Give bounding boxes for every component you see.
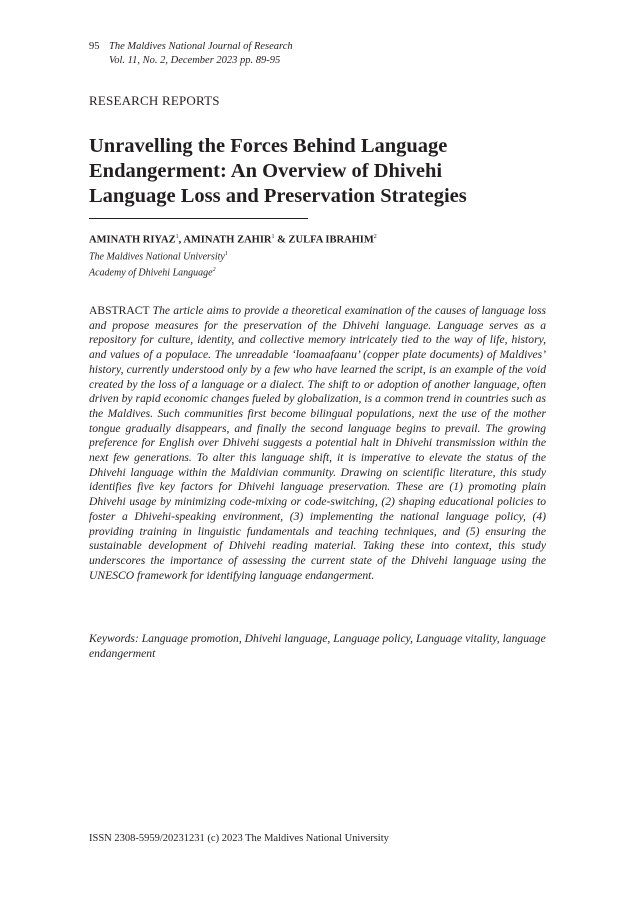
abstract — [89, 304, 546, 583]
title-divider — [89, 218, 308, 219]
affiliation — [89, 267, 216, 278]
affiliation-name: The Maldives National University — [89, 251, 225, 263]
author-affil-mark: 1 — [271, 234, 275, 240]
title-line-3: Language Loss and Preservation Strategies — [89, 185, 467, 207]
affiliation — [89, 251, 228, 262]
abstract-text: The article aims to provide a theoretical examination of the causes of language loss and propose measures for the preservation of the Dhivehi language. Language serves as a repository for culture, identity, and collective memory intricately tied to the way of life, history, and values of a populace. The unreadable ‘loamaafaanu’ (copper plate documents) of Maldives’ history, currently understood only by a few who have learned the script, is an example of the void created by the loss of a language or a dialect. The shift to or adoption of another language, often driven by rapid economic changes fueled by globalization, is a common trend in countries such as the Maldives. Such communities first become bilingual populations, next the use of the mother tongue gradually disappears, and finally the second language begins to prevail. The growing preference for English over Dhivehi suggests a potential halt in Dhivehi transmission within the next few generations. To alter this language shift, it is imperative to elevate the status of the Dhivehi language within the Maldivian community. Drawing on scientific literature, this study identifies five key factors for Dhivehi language preservation. These are (1) promoting plain Dhivehi usage by minimizing code-mixing or code-switching, (2) shaping educational policies to foster a Dhivehi-speaking environment, (3) implementing the national language policy, (4) providing training in linguistic fundamentals and teaching techniques, and (5) ensuring the sustainable development of Dhivehi reading material. Taking these into context, this study underscores the importance of assessing the current state of the Dhivehi language using the UNESCO framework for identifying language endangerment. — [89, 304, 546, 582]
author-affil-mark: 1 — [175, 234, 179, 240]
abstract-label: ABSTRACT — [89, 304, 150, 317]
keywords: Keywords: Language promotion, Dhivehi language, Language policy, Language vitality, language endangerment — [89, 632, 546, 660]
journal-volume: Vol. 11, No. 2, December 2023 pp. 89-95 — [109, 55, 281, 66]
journal-name: The Maldives National Journal of Research — [109, 41, 293, 52]
affiliation-mark: 2 — [212, 267, 216, 273]
section-label: RESEARCH REPORTS — [89, 93, 220, 108]
title-line-2: Endangerment: An Overview of Dhivehi — [89, 160, 443, 182]
author-name: AMINATH RIYAZ — [89, 234, 176, 246]
affiliation-name: Academy of Dhivehi Language — [89, 267, 213, 279]
author-affil-mark: 2 — [373, 234, 377, 240]
author-separator: & — [274, 234, 289, 246]
title-line-1: Unravelling the Forces Behind Language — [89, 135, 448, 157]
page-number: 95 — [89, 41, 100, 52]
author-list — [89, 234, 377, 246]
affiliation-mark: 1 — [224, 251, 228, 257]
running-header — [89, 40, 293, 68]
author-name: ZULFA IBRAHIM — [288, 234, 374, 246]
author-name: AMINATH ZAHIR — [183, 234, 272, 246]
article-title — [89, 134, 546, 209]
issn-footer: ISSN 2308-5959/20231231 (c) 2023 The Maldives National University — [89, 833, 389, 844]
author-separator: , — [178, 234, 184, 246]
